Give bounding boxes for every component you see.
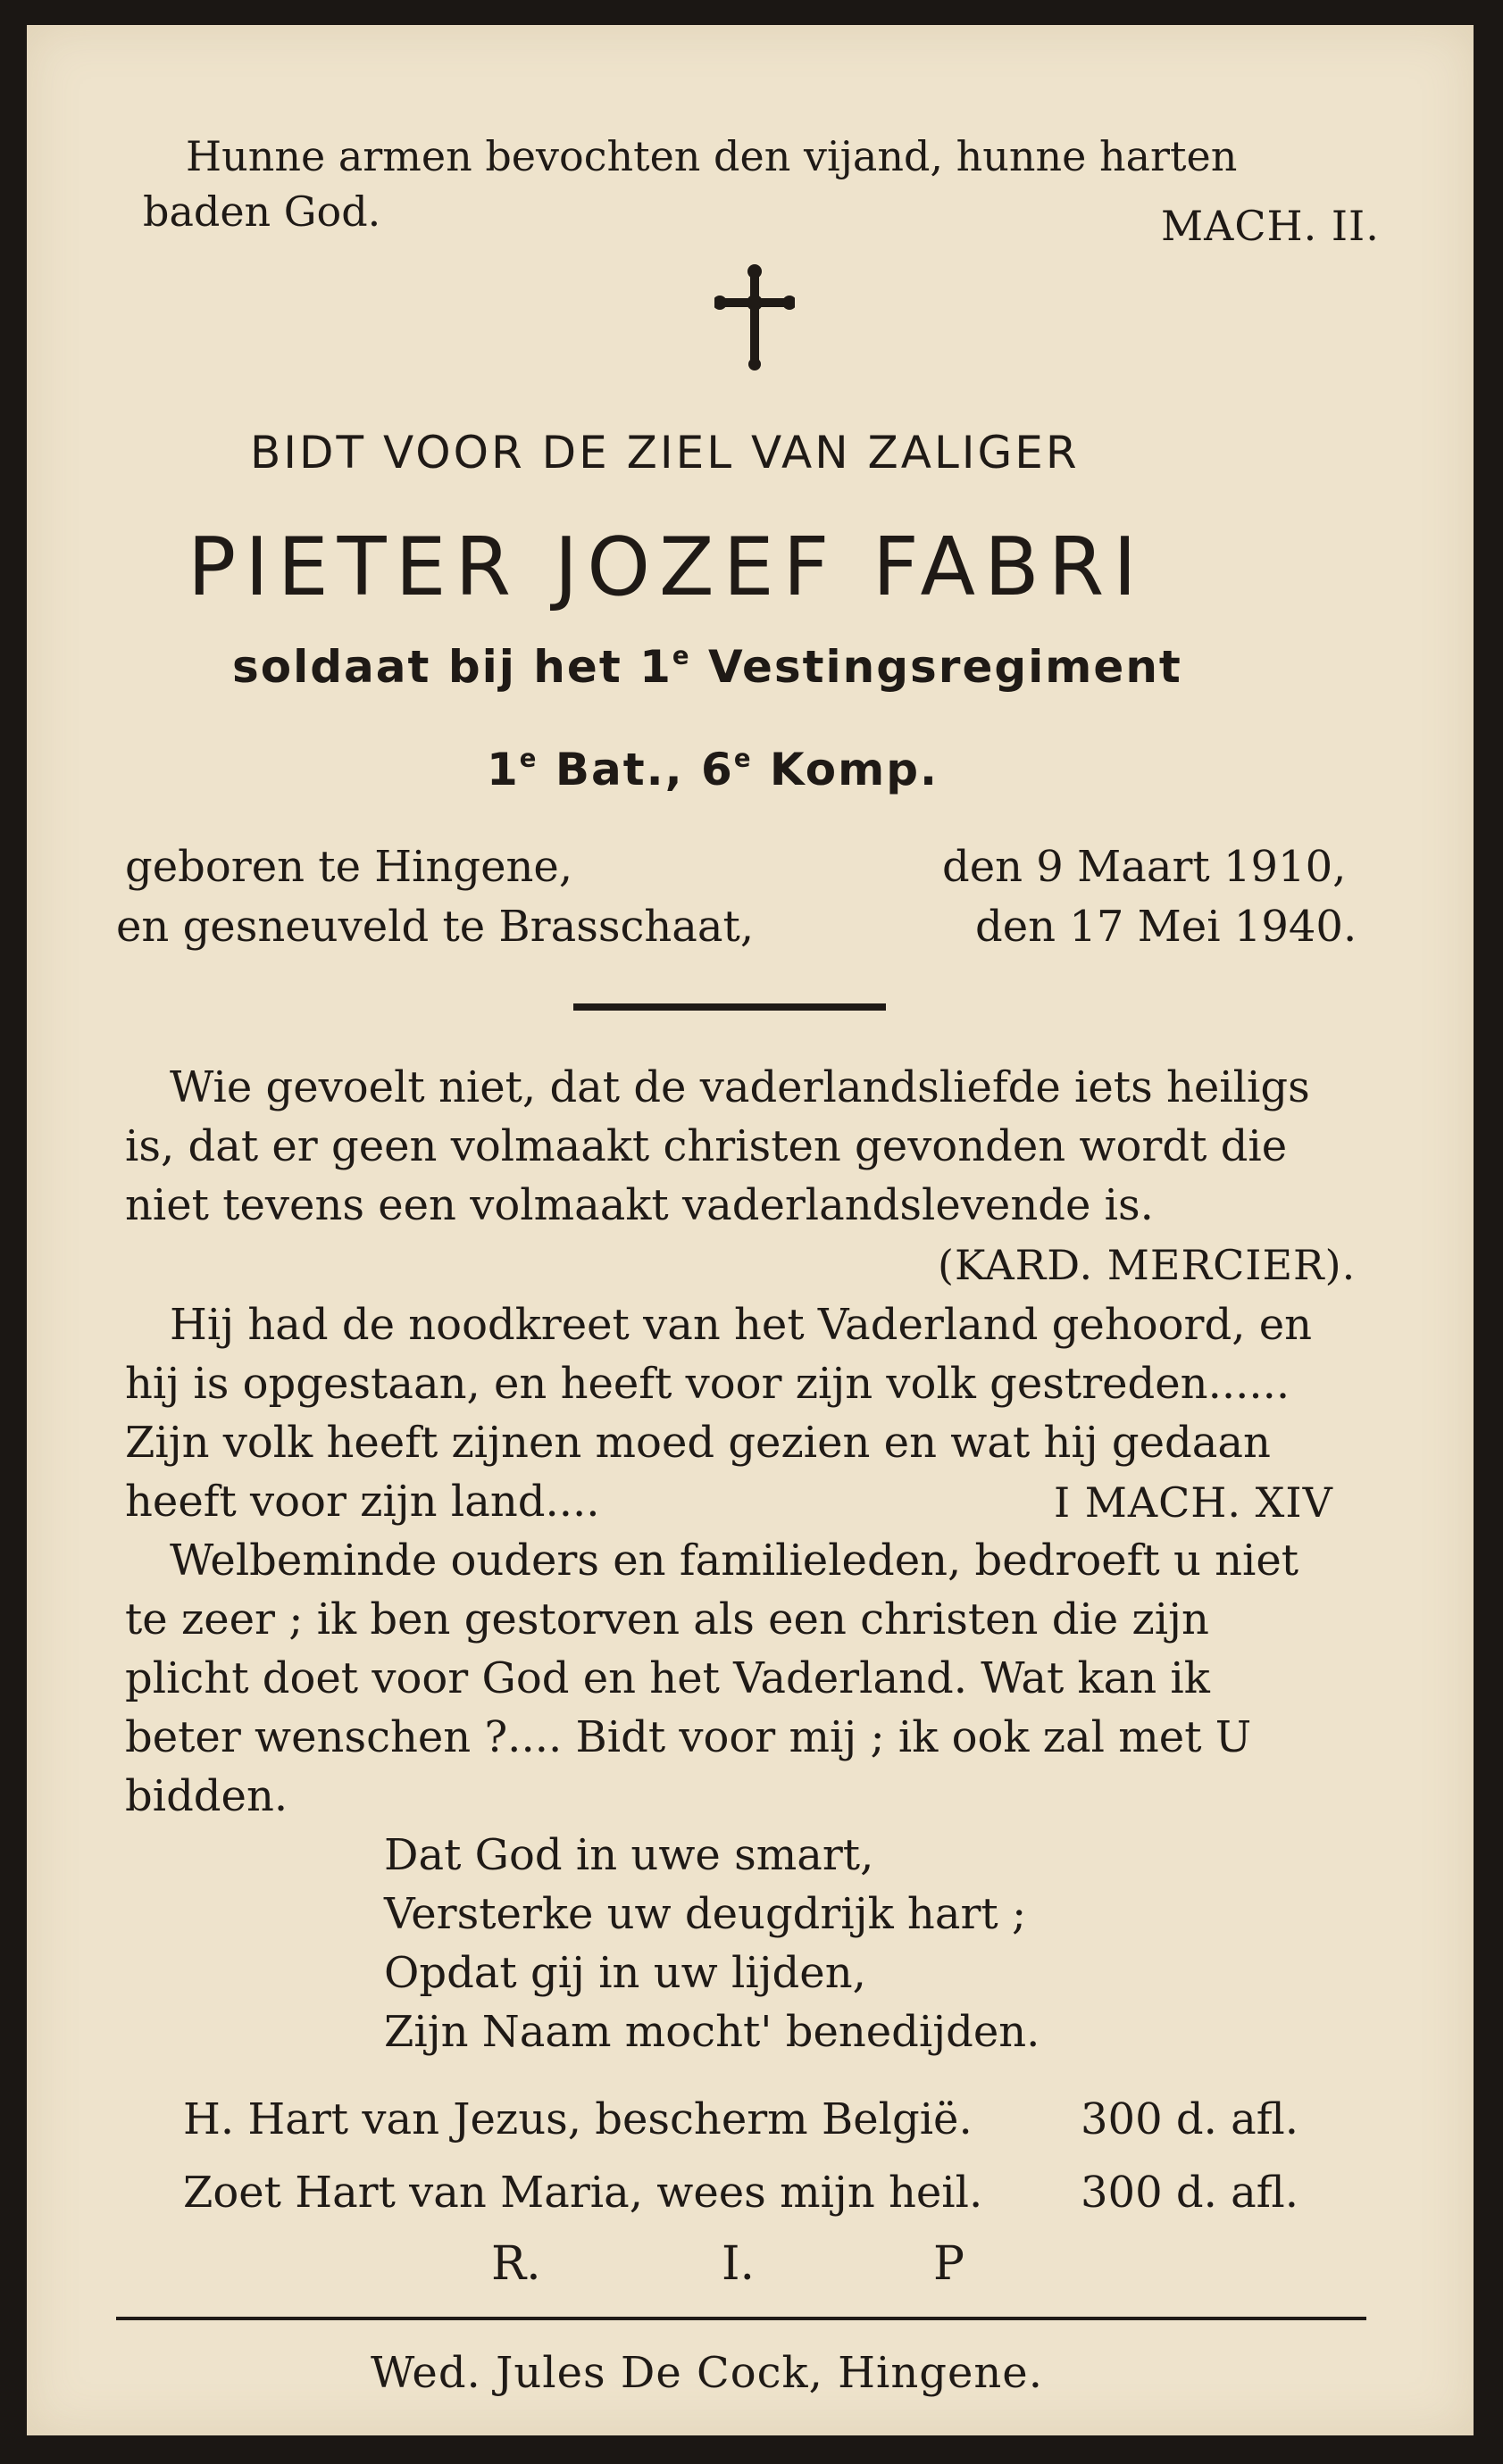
message-line-2: te zeer ; ik ben gestorven als een christen die zijn: [125, 1594, 1209, 1644]
prayer-heart-of-mary: Zoet Hart van Maria, wees mijn heil.: [183, 2168, 983, 2218]
poem-line-3: Opdat gij in uw lijden,: [384, 1948, 866, 1998]
epigraph-source: MACH. II.: [1161, 202, 1380, 250]
prayer-sacred-heart-indulgence: 300 d. afl.: [1081, 2094, 1299, 2144]
quote2-line-3: Zijn volk heeft zijnen moed gezien en wat hij gedaan: [125, 1418, 1271, 1468]
death-place: en gesneuveld te Brasschaat,: [116, 902, 755, 952]
ornate-cross-icon: [714, 264, 795, 371]
epigraph-line-1: Hunne armen bevochten den vijand, hunne harten: [186, 132, 1238, 180]
birth-date: den 9 Maart 1910,: [942, 842, 1347, 892]
quote1-line-1: Wie gevoelt niet, dat de vaderlandsliefde iets heiligs: [170, 1062, 1310, 1112]
message-line-3: plicht doet voor God en het Vaderland. Wat kan ik: [125, 1653, 1210, 1703]
unit-ordinal-suffix-2: e: [733, 744, 753, 773]
birth-place: geboren te Hingene,: [125, 842, 573, 892]
poem-line-2: Versterke uw deugdrijk hart ;: [384, 1889, 1027, 1939]
quote2-source: I MACH. XIV: [1054, 1478, 1333, 1527]
death-date: den 17 Mei 1940.: [975, 902, 1357, 952]
prayer-sacred-heart: H. Hart van Jezus, bescherm België.: [183, 2094, 973, 2144]
unit-ordinal-suffix-1: e: [519, 744, 539, 773]
rip-i: I.: [722, 2237, 756, 2291]
rip-p: P: [933, 2237, 964, 2291]
quote2-line-1: Hij had de noodkreet van het Vaderland gehoord, en: [170, 1300, 1313, 1350]
deceased-name: PIETER JOZEF FABRI: [188, 520, 1146, 614]
rank-line: [232, 641, 1182, 693]
prayer-heading: BIDT VOOR DE ZIEL VAN ZALIGER: [250, 427, 1080, 479]
message-line-5: bidden.: [125, 1771, 288, 1821]
unit-text-a: 1: [487, 744, 520, 795]
quote1-line-3: niet tevens een volmaakt vaderlandslevende is.: [125, 1180, 1154, 1230]
epigraph-line-2: baden God.: [143, 187, 381, 236]
poem-line-1: Dat God in uwe smart,: [384, 1830, 874, 1880]
printer-imprint: Wed. Jules De Cock, Hingene.: [371, 2348, 1043, 2398]
quote1-source: (KARD. MERCIER).: [938, 1241, 1357, 1289]
rank-text-b: Vestingsregiment: [690, 641, 1182, 693]
rank-ordinal-suffix: e: [672, 641, 691, 670]
bottom-rule: [116, 2317, 1366, 2320]
memorial-card: [27, 25, 1474, 2435]
prayer-heart-of-mary-indulgence: 300 d. afl.: [1081, 2168, 1299, 2218]
rip-r: R.: [491, 2237, 541, 2291]
rank-text-a: soldaat bij het 1: [232, 641, 672, 693]
quote1-line-2: is, dat er geen volmaakt christen gevonden wordt die: [125, 1121, 1288, 1171]
quote2-line-4: heeft voor zijn land....: [125, 1477, 600, 1527]
message-line-1: Welbeminde ouders en familieleden, bedroeft u niet: [170, 1536, 1299, 1586]
quote2-line-2: hij is opgestaan, en heeft voor zijn volk gestreden......: [125, 1359, 1290, 1409]
unit-text-c: Komp.: [752, 744, 939, 795]
section-divider: [573, 1003, 886, 1011]
poem-line-4: Zijn Naam mocht' benedijden.: [384, 2007, 1040, 2057]
message-line-4: beter wenschen ?.... Bidt voor mij ; ik ook zal met U: [125, 1712, 1252, 1762]
unit-line: [487, 744, 939, 795]
unit-text-b: Bat., 6: [538, 744, 734, 795]
